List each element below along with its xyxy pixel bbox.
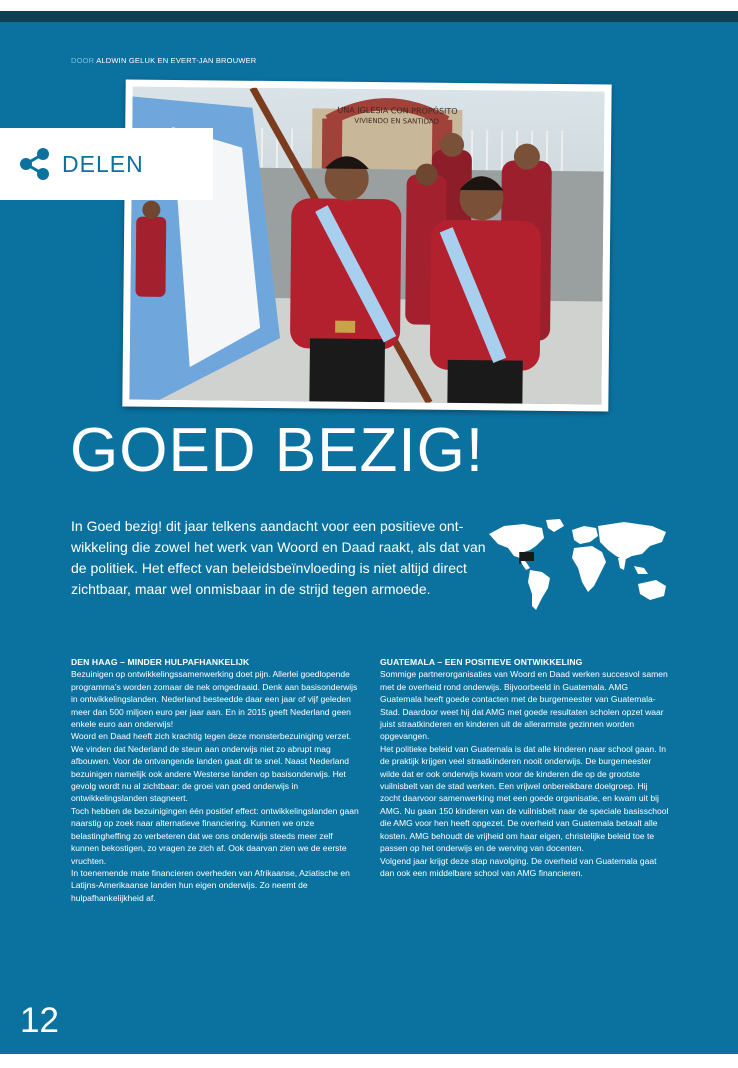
byline [71,56,256,65]
byline-prefix: DOOR [71,56,95,65]
photo-sign-line2: VIVIENDO EN SANTIDAD [354,116,440,126]
left-column [71,656,361,904]
right-paragraph: Volgend jaar krijgt deze stap navolging. De overheid van Guatemala gaat dan ook een middelbare school van AMG financieren. [380,855,657,878]
bottom-margin [0,1054,738,1068]
share-icon [18,147,52,181]
top-margin [0,0,738,22]
page-number: 12 [20,1001,59,1040]
right-paragraph: Het politieke beleid van Guatemala is dat alle kinderen naar school gaan. In de praktijk krijgen veel straatkinderen nooit onderwijs. De burgemeester wilde dat er ook onderwijs kwam voor de kinderen die op de grootste vuilnisbelt van de stad werken. Een vrijwel onbereikbare doelgroep. Hij zocht daarvoor samenwerking met een goede organisatie, en kwam uit bij AMG. Nu gaan 150 kinderen van de vuilnisbelt naar de speciale basisschool die AMG voor hen heeft opgezet. De overheid van Guatemala betaalt alle kosten. AMG behoudt de vrijheid om haar eigen, christelijke beleid toe te passen op het onderwijs en de werving van docenten. [380,743,669,854]
world-map-icon [484,516,674,616]
right-column-heading: GUATEMALA – EEN POSITIEVE ONTWIKKELING [380,657,583,667]
intro-paragraph: In Goed bezig! dit jaar telkens aandacht voor een positieve ont-wikkeling die zowel het werk van Woord en Daad raakt, als dat van de politiek. Het effect van beleidsbeïnvloeding is niet altijd direct zichtbaar, maar wel onmisbaar in de strijd tegen armoede. [71,518,486,597]
top-color-strip [0,11,738,22]
left-paragraph: Bezuinigen op ontwikkelingssamenwerking doet pijn. Allerlei goedlopende programma’s worden zomaar de nek omgedraaid. Denk aan basisonderwijs in ontwikkelingslanden. Nederland besteedde daar een jaar of vijf geleden meer dan 500 miljoen euro per jaar aan. En in 2015 geeft Nederland geen enkele euro aan onderwijs! [71,669,358,730]
left-paragraph: Toch hebben de bezuinigingen één positief effect: ontwikkelingslanden gaan naarstig op zoek naar alternatieve financiering. Kunnen we onze belastingheffing zo verbeteren dat we ons onderwijs steeds meer zelf kunnen bekostigen, zo vragen ze zich af. Ook daarvan zien we de eerste vruchten. [71,805,359,866]
left-paragraph: Woord en Daad heeft zich krachtig tegen deze monsterbezuiniging verzet. We vinden dat Nederland de steun aan onderwijs niet zo abrupt mag afbouwen. Voor de ontvangende landen gaat dit te snel. Naast Nederland bezuinigen namelijk ook andere Westerse landen op basisonderwijs. Het gevolg wordt nu al zichtbaar: de groei van goed onderwijs in ontwikkelingslanden stagneert. [71,731,352,804]
right-column [380,656,670,879]
left-paragraph: In toenemende mate financieren overheden van Afrikaanse, Aziatische en Latijns-Amerikaanse landen hun eigen onderwijs. Zo neemt de hulpafhankelijkheid af. [71,867,350,903]
byline-authors: ALDWIN GELUK EN EVERT-JAN BROUWER [96,56,257,65]
share-label: DELEN [62,150,144,177]
photo-sign-line1: UNA IGLESIA CON PROPÓSITO [337,105,458,116]
magazine-page [0,22,738,1054]
share-tab[interactable] [0,128,213,200]
left-column-heading: DEN HAAG – MINDER HULPAFHANKELIJK [71,657,250,667]
page-title: GOED BEZIG! [70,416,485,485]
right-paragraph: Sommige partnerorganisaties van Woord en Daad werken succesvol samen met de overheid rond onderwijs. Bijvoorbeeld in Guatemala. AMG Guatemala heeft goede contacten met de burgemeester van Guatemala-Stad. Daardoor weet hij dat AMG met goede resultaten scholen opzet waar juist straatkinderen en kinderen uit de allerarmste gezinnen worden opgevangen. [380,669,668,742]
